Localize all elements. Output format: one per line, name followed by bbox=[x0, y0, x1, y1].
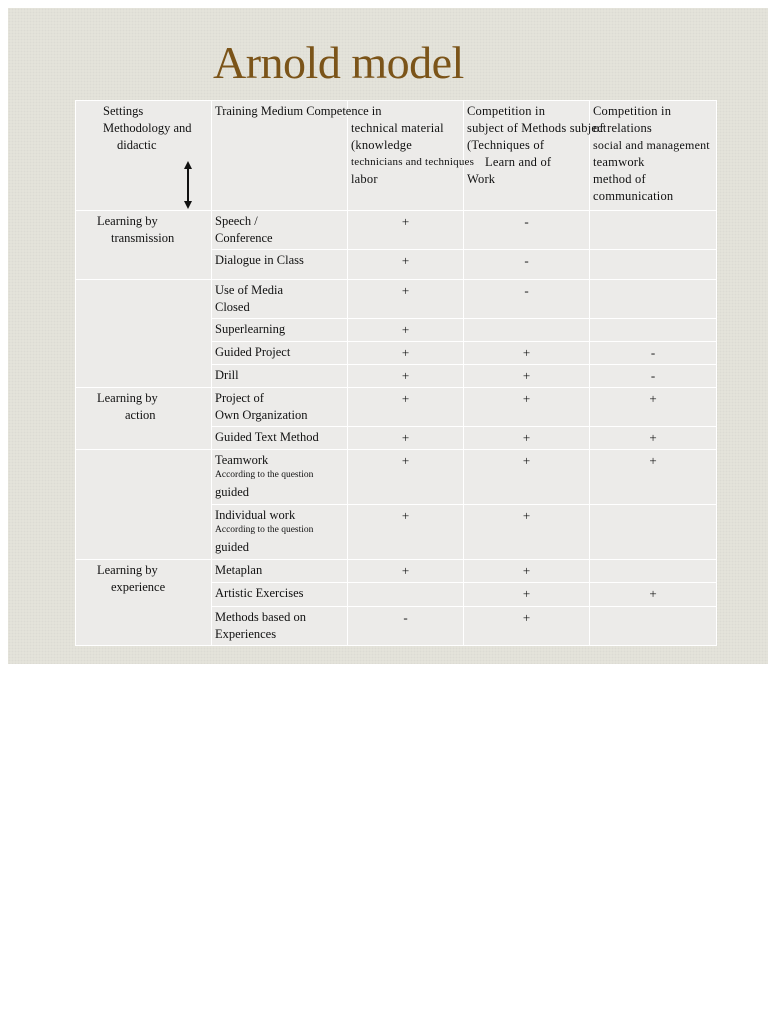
methods-cell: - bbox=[464, 211, 590, 250]
arnold-model-table bbox=[75, 100, 717, 646]
group-label: Learning by bbox=[97, 214, 158, 228]
header-methods-line: subject of Methods subject bbox=[467, 121, 607, 135]
technical-cell: - bbox=[348, 607, 464, 646]
header-methods-line: Learn and of bbox=[485, 155, 552, 169]
header-methods-line: Work bbox=[467, 172, 496, 186]
method-label: guided bbox=[215, 540, 250, 554]
header-relations-line: of relations bbox=[593, 121, 652, 135]
relations-cell: - bbox=[590, 365, 717, 388]
method-cell bbox=[212, 250, 348, 280]
group-cell-action bbox=[76, 388, 212, 450]
group-label: transmission bbox=[111, 231, 175, 245]
method-label: Experiences bbox=[215, 627, 277, 641]
slide-title: Arnold model bbox=[213, 37, 464, 88]
header-training-title: Training Medium Competence in bbox=[215, 104, 382, 118]
method-label: Guided Project bbox=[215, 345, 291, 359]
header-technical-line: labor bbox=[351, 172, 378, 186]
method-label: Closed bbox=[215, 300, 250, 314]
technical-cell: + bbox=[348, 250, 464, 280]
method-label: Guided Text Method bbox=[215, 430, 319, 444]
methods-cell: + bbox=[464, 607, 590, 646]
technical-cell: + bbox=[348, 388, 464, 427]
technical-cell: + bbox=[348, 427, 464, 450]
relations-cell: + bbox=[590, 583, 717, 607]
method-label: Superlearning bbox=[215, 322, 286, 336]
methods-cell: + bbox=[464, 388, 590, 427]
methods-cell: + bbox=[464, 365, 590, 388]
header-settings-line: Settings bbox=[103, 104, 144, 118]
relations-cell: + bbox=[590, 388, 717, 427]
group-cell-transmission bbox=[76, 211, 212, 280]
header-methods-line: Competition in bbox=[467, 104, 546, 118]
header-settings-cell bbox=[76, 101, 212, 211]
technical-cell: + bbox=[348, 505, 464, 560]
technical-cell: + bbox=[348, 560, 464, 583]
method-cell bbox=[212, 319, 348, 342]
table-row bbox=[76, 560, 717, 583]
method-label: Use of Media bbox=[215, 283, 284, 297]
methods-cell: - bbox=[464, 280, 590, 319]
method-cell bbox=[212, 450, 348, 505]
method-label: Individual work bbox=[215, 508, 296, 522]
method-label: Speech / bbox=[215, 214, 258, 228]
table-row bbox=[76, 388, 717, 427]
technical-cell bbox=[348, 583, 464, 607]
method-cell bbox=[212, 211, 348, 250]
group-label: Learning by bbox=[97, 563, 158, 577]
method-label: Metaplan bbox=[215, 563, 263, 577]
table-row bbox=[76, 211, 717, 250]
relations-cell bbox=[590, 211, 717, 250]
group-cell-experience bbox=[76, 560, 212, 646]
method-cell bbox=[212, 560, 348, 583]
group-cell-empty bbox=[76, 280, 212, 388]
method-cell bbox=[212, 365, 348, 388]
header-technical-line: technicians and techniques bbox=[351, 156, 475, 168]
table-row bbox=[76, 450, 717, 505]
technical-cell: + bbox=[348, 365, 464, 388]
method-sublabel: According to the question bbox=[215, 525, 314, 535]
method-label: Artistic Exercises bbox=[215, 586, 304, 600]
relations-cell bbox=[590, 250, 717, 280]
header-technical-line: technical material bbox=[351, 121, 444, 135]
technical-cell: + bbox=[348, 342, 464, 365]
group-cell-empty bbox=[76, 450, 212, 560]
method-sublabel: According to the question bbox=[215, 470, 314, 480]
table-row bbox=[76, 280, 717, 319]
methods-cell: + bbox=[464, 427, 590, 450]
double-headed-vertical-arrow-icon bbox=[183, 161, 193, 209]
methods-cell: + bbox=[464, 560, 590, 583]
method-label: guided bbox=[215, 485, 250, 499]
method-cell bbox=[212, 607, 348, 646]
method-label: Project of bbox=[215, 391, 264, 405]
relations-cell bbox=[590, 505, 717, 560]
technical-cell: + bbox=[348, 211, 464, 250]
methods-cell: + bbox=[464, 583, 590, 607]
slide bbox=[8, 8, 768, 664]
method-cell bbox=[212, 583, 348, 607]
methods-cell: + bbox=[464, 450, 590, 505]
technical-cell: + bbox=[348, 319, 464, 342]
relations-cell bbox=[590, 560, 717, 583]
methods-cell: - bbox=[464, 250, 590, 280]
relations-cell bbox=[590, 319, 717, 342]
relations-cell: - bbox=[590, 342, 717, 365]
relations-cell bbox=[590, 280, 717, 319]
method-label: Drill bbox=[215, 368, 239, 382]
method-cell bbox=[212, 342, 348, 365]
method-cell bbox=[212, 280, 348, 319]
methods-cell: + bbox=[464, 342, 590, 365]
header-settings-line: Methodology and bbox=[103, 121, 192, 135]
header-relations-line: Competition in bbox=[593, 104, 672, 118]
method-label: Methods based on bbox=[215, 610, 306, 624]
method-cell bbox=[212, 388, 348, 427]
header-relations-line: method of bbox=[593, 172, 646, 186]
method-label: Dialogue in Class bbox=[215, 253, 304, 267]
header-relations-cell bbox=[590, 101, 717, 211]
relations-cell bbox=[590, 607, 717, 646]
relations-cell: + bbox=[590, 427, 717, 450]
header-technical-line: (knowledge bbox=[351, 138, 413, 152]
header-relations-line: teamwork bbox=[593, 155, 645, 169]
methods-cell bbox=[464, 319, 590, 342]
header-settings-line: didactic bbox=[117, 138, 157, 152]
method-cell bbox=[212, 505, 348, 560]
group-label: experience bbox=[111, 580, 166, 594]
method-label: Teamwork bbox=[215, 453, 269, 467]
method-label: Own Organization bbox=[215, 408, 308, 422]
header-methods-line: (Techniques of bbox=[467, 138, 545, 152]
header-methods-cell bbox=[464, 101, 607, 211]
group-label: action bbox=[125, 408, 156, 422]
header-relations-line: social and management bbox=[593, 138, 710, 152]
header-row bbox=[76, 101, 717, 211]
method-cell bbox=[212, 427, 348, 450]
method-label: Conference bbox=[215, 231, 273, 245]
relations-cell: + bbox=[590, 450, 717, 505]
technical-cell: + bbox=[348, 450, 464, 505]
methods-cell: + bbox=[464, 505, 590, 560]
group-label: Learning by bbox=[97, 391, 158, 405]
header-relations-line: communication bbox=[593, 189, 674, 203]
technical-cell: + bbox=[348, 280, 464, 319]
